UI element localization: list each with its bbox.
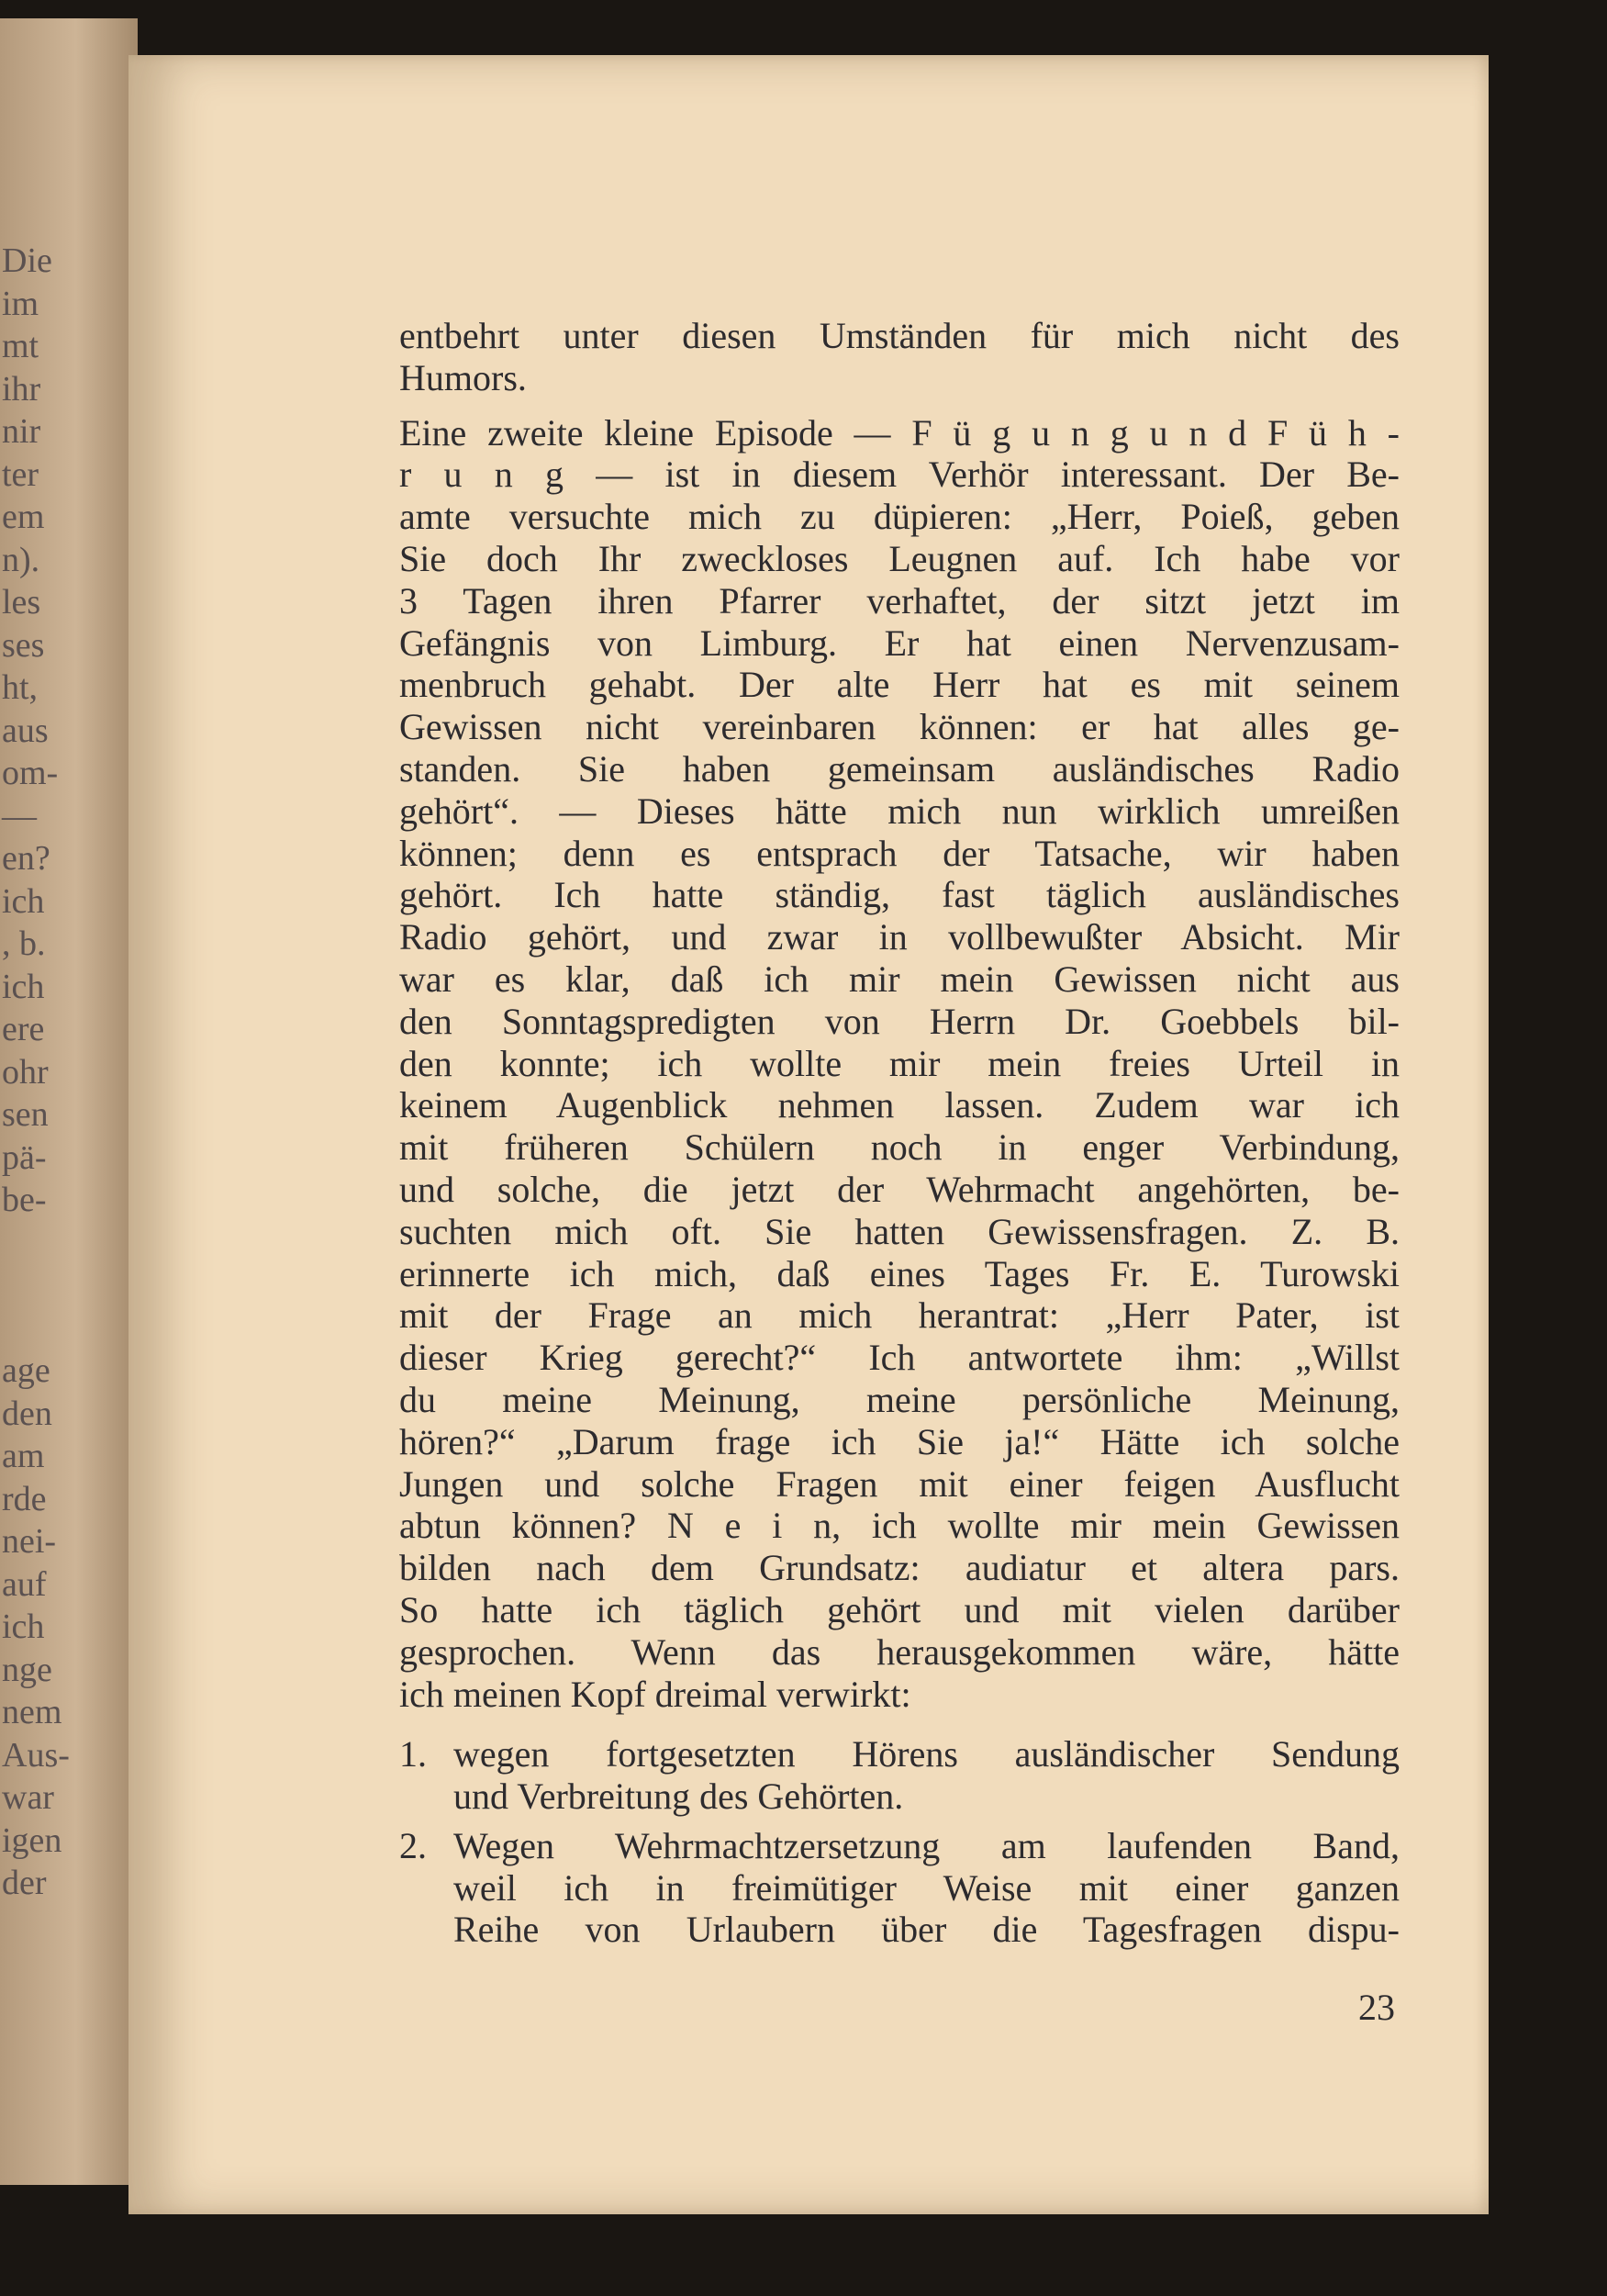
text-line: Radio gehört, und zwar in vollbewußter Absicht. Mir — [399, 916, 1400, 958]
prev-page-fragment: den — [2, 1394, 52, 1433]
text-line: Sie doch Ihr zweckloses Leugnen auf. Ich habe vor — [399, 537, 1400, 579]
prev-page-fragment: n). — [2, 540, 40, 579]
text-line: gesprochen. Wenn das herausgekommen wäre, hätte — [399, 1630, 1400, 1673]
text-line: dieser Krieg gerecht?“ Ich antwortete ihm: „Willst — [399, 1337, 1400, 1379]
body-text — [399, 315, 1400, 1951]
prev-page-fragment: ihr — [2, 369, 41, 409]
text-line: suchten mich oft. Sie hatten Gewissensfragen. Z. B. — [399, 1210, 1400, 1252]
prev-page-fragment: aus — [2, 711, 49, 750]
prev-page-fragment: auf — [2, 1564, 47, 1604]
text-line: standen. Sie haben gemeinsam ausländisches Radio — [399, 747, 1400, 790]
prev-page-fragment: ohr — [2, 1052, 49, 1092]
text-line: r u n g — ist in diesem Verhör interessant. Der Be- — [399, 454, 1400, 496]
prev-page-fragment: ere — [2, 1010, 45, 1048]
prev-page-fragment: Aus- — [2, 1735, 70, 1775]
prev-page-fragment: ich — [2, 1607, 45, 1646]
book-page — [128, 55, 1489, 2214]
prev-page-fragment: mt — [2, 327, 39, 365]
paragraph — [399, 412, 1400, 1716]
prev-page-fragment: Die — [2, 241, 52, 280]
text-line: wegen fortgesetzten Hörens ausländischer Sendung — [453, 1733, 1400, 1775]
prev-page-fragment: age — [2, 1351, 50, 1390]
prev-page-fragment: — — [2, 796, 37, 835]
text-line: weil ich in freimütiger Weise mit einer ganzen — [453, 1866, 1400, 1909]
prev-page-fragment: igen — [2, 1820, 62, 1860]
prev-page-fragment: am — [2, 1437, 45, 1475]
text-line: amte versuchte mich zu düpieren: „Herr, Poieß, geben — [399, 496, 1400, 538]
prev-page-fragment: en? — [2, 839, 50, 878]
prev-page-fragment: nir — [2, 412, 41, 451]
page-number: 23 — [1358, 1987, 1395, 2028]
text-line: Gefängnis von Limburg. Er hat einen Nervenzusam- — [399, 622, 1400, 664]
text-line: und Verbreitung des Gehörten. — [453, 1775, 904, 1818]
prev-page-fragment: nei- — [2, 1522, 57, 1561]
text-line: Gewissen nicht vereinbaren können: er hat alles ge- — [399, 706, 1400, 748]
text-line: den Sonntagspredigten von Herrn Dr. Goebbels bil- — [399, 1000, 1400, 1042]
text-line: mit der Frage an mich herantrat: „Herr Pater, ist — [399, 1294, 1400, 1337]
list-number: 1. — [399, 1733, 427, 1775]
prev-page-fragment: om- — [2, 754, 59, 792]
prev-page-fragment: nge — [2, 1650, 52, 1689]
list-number: 2. — [399, 1824, 427, 1866]
prev-page-fragment: im — [2, 284, 39, 323]
text-line: den konnte; ich wollte mir mein freies Urteil in — [399, 1042, 1400, 1084]
prev-page-fragment: les — [2, 583, 41, 622]
text-line: Wegen Wehrmachtzersetzung am laufenden Band, — [453, 1824, 1400, 1866]
text-line: abtun können? N e i n, ich wollte mir mein Gewissen — [399, 1505, 1400, 1547]
text-line: du meine Meinung, meine persönliche Meinung, — [399, 1378, 1400, 1420]
text-line: So hatte ich täglich gehört und mit vielen darüber — [399, 1588, 1400, 1630]
text-line: bilden nach dem Grundsatz: audiatur et altera pars. — [399, 1547, 1400, 1589]
text-line: entbehrt unter diesen Umständen für mich nicht des — [399, 315, 1400, 356]
prev-page-fragment: rde — [2, 1479, 47, 1518]
text-line: hören?“ „Darum frage ich Sie ja!“ Hätte ich solche — [399, 1420, 1400, 1462]
prev-page-fragment: ht, — [2, 668, 39, 707]
list-item — [399, 1733, 1400, 1818]
prev-page-fragment: em — [2, 498, 45, 536]
text-line: können; denn es entsprach der Tatsache, wir haben — [399, 832, 1400, 874]
text-line: gehört. Ich hatte ständig, fast täglich ausländisches — [399, 874, 1400, 916]
text-line: menbruch gehabt. Der alte Herr hat es mit seinem — [399, 664, 1400, 706]
text-line: Eine zweite kleine Episode — F ü g u n g u n d F ü h - — [399, 411, 1400, 454]
paragraph — [399, 315, 1400, 399]
text-line: erinnerte ich mich, daß eines Tages Fr. E. Turowski — [399, 1252, 1400, 1294]
text-line: Humors. — [399, 356, 527, 398]
text-line: 3 Tagen ihren Pfarrer verhaftet, der sitzt jetzt im — [399, 579, 1400, 622]
text-line: Jungen und solche Fragen mit einer feigen Ausflucht — [399, 1462, 1400, 1505]
prev-page-fragment: ich — [2, 967, 45, 1006]
prev-page-fragment: ter — [2, 454, 39, 494]
text-line: gehört“. — Dieses hätte mich nun wirklich umreißen — [399, 790, 1400, 832]
prev-page-fragment: , b. — [2, 924, 46, 963]
text-line: und solche, die jetzt der Wehrmacht angehörten, be- — [399, 1168, 1400, 1210]
text-line: war es klar, daß ich mir mein Gewissen nicht aus — [399, 958, 1400, 1000]
prev-page-fragment: sen — [2, 1095, 49, 1134]
prev-page-fragment: der — [2, 1864, 47, 1902]
prev-page-fragment: ich — [2, 881, 45, 921]
prev-page-fragment: ses — [2, 625, 45, 665]
prev-page-fragment: be- — [2, 1181, 47, 1219]
previous-page-edge — [0, 18, 138, 2185]
text-line: Reihe von Urlaubern über die Tagesfragen dispu- — [453, 1909, 1400, 1951]
prev-page-fragment: pä- — [2, 1137, 47, 1177]
prev-page-fragment: war — [2, 1778, 54, 1817]
text-line: keinem Augenblick nehmen lassen. Zudem war ich — [399, 1084, 1400, 1126]
text-line: ich meinen Kopf dreimal verwirkt: — [399, 1673, 911, 1715]
list-item — [399, 1825, 1400, 1951]
text-line: mit früheren Schülern noch in enger Verbindung, — [399, 1126, 1400, 1169]
prev-page-fragment: nem — [2, 1693, 62, 1731]
